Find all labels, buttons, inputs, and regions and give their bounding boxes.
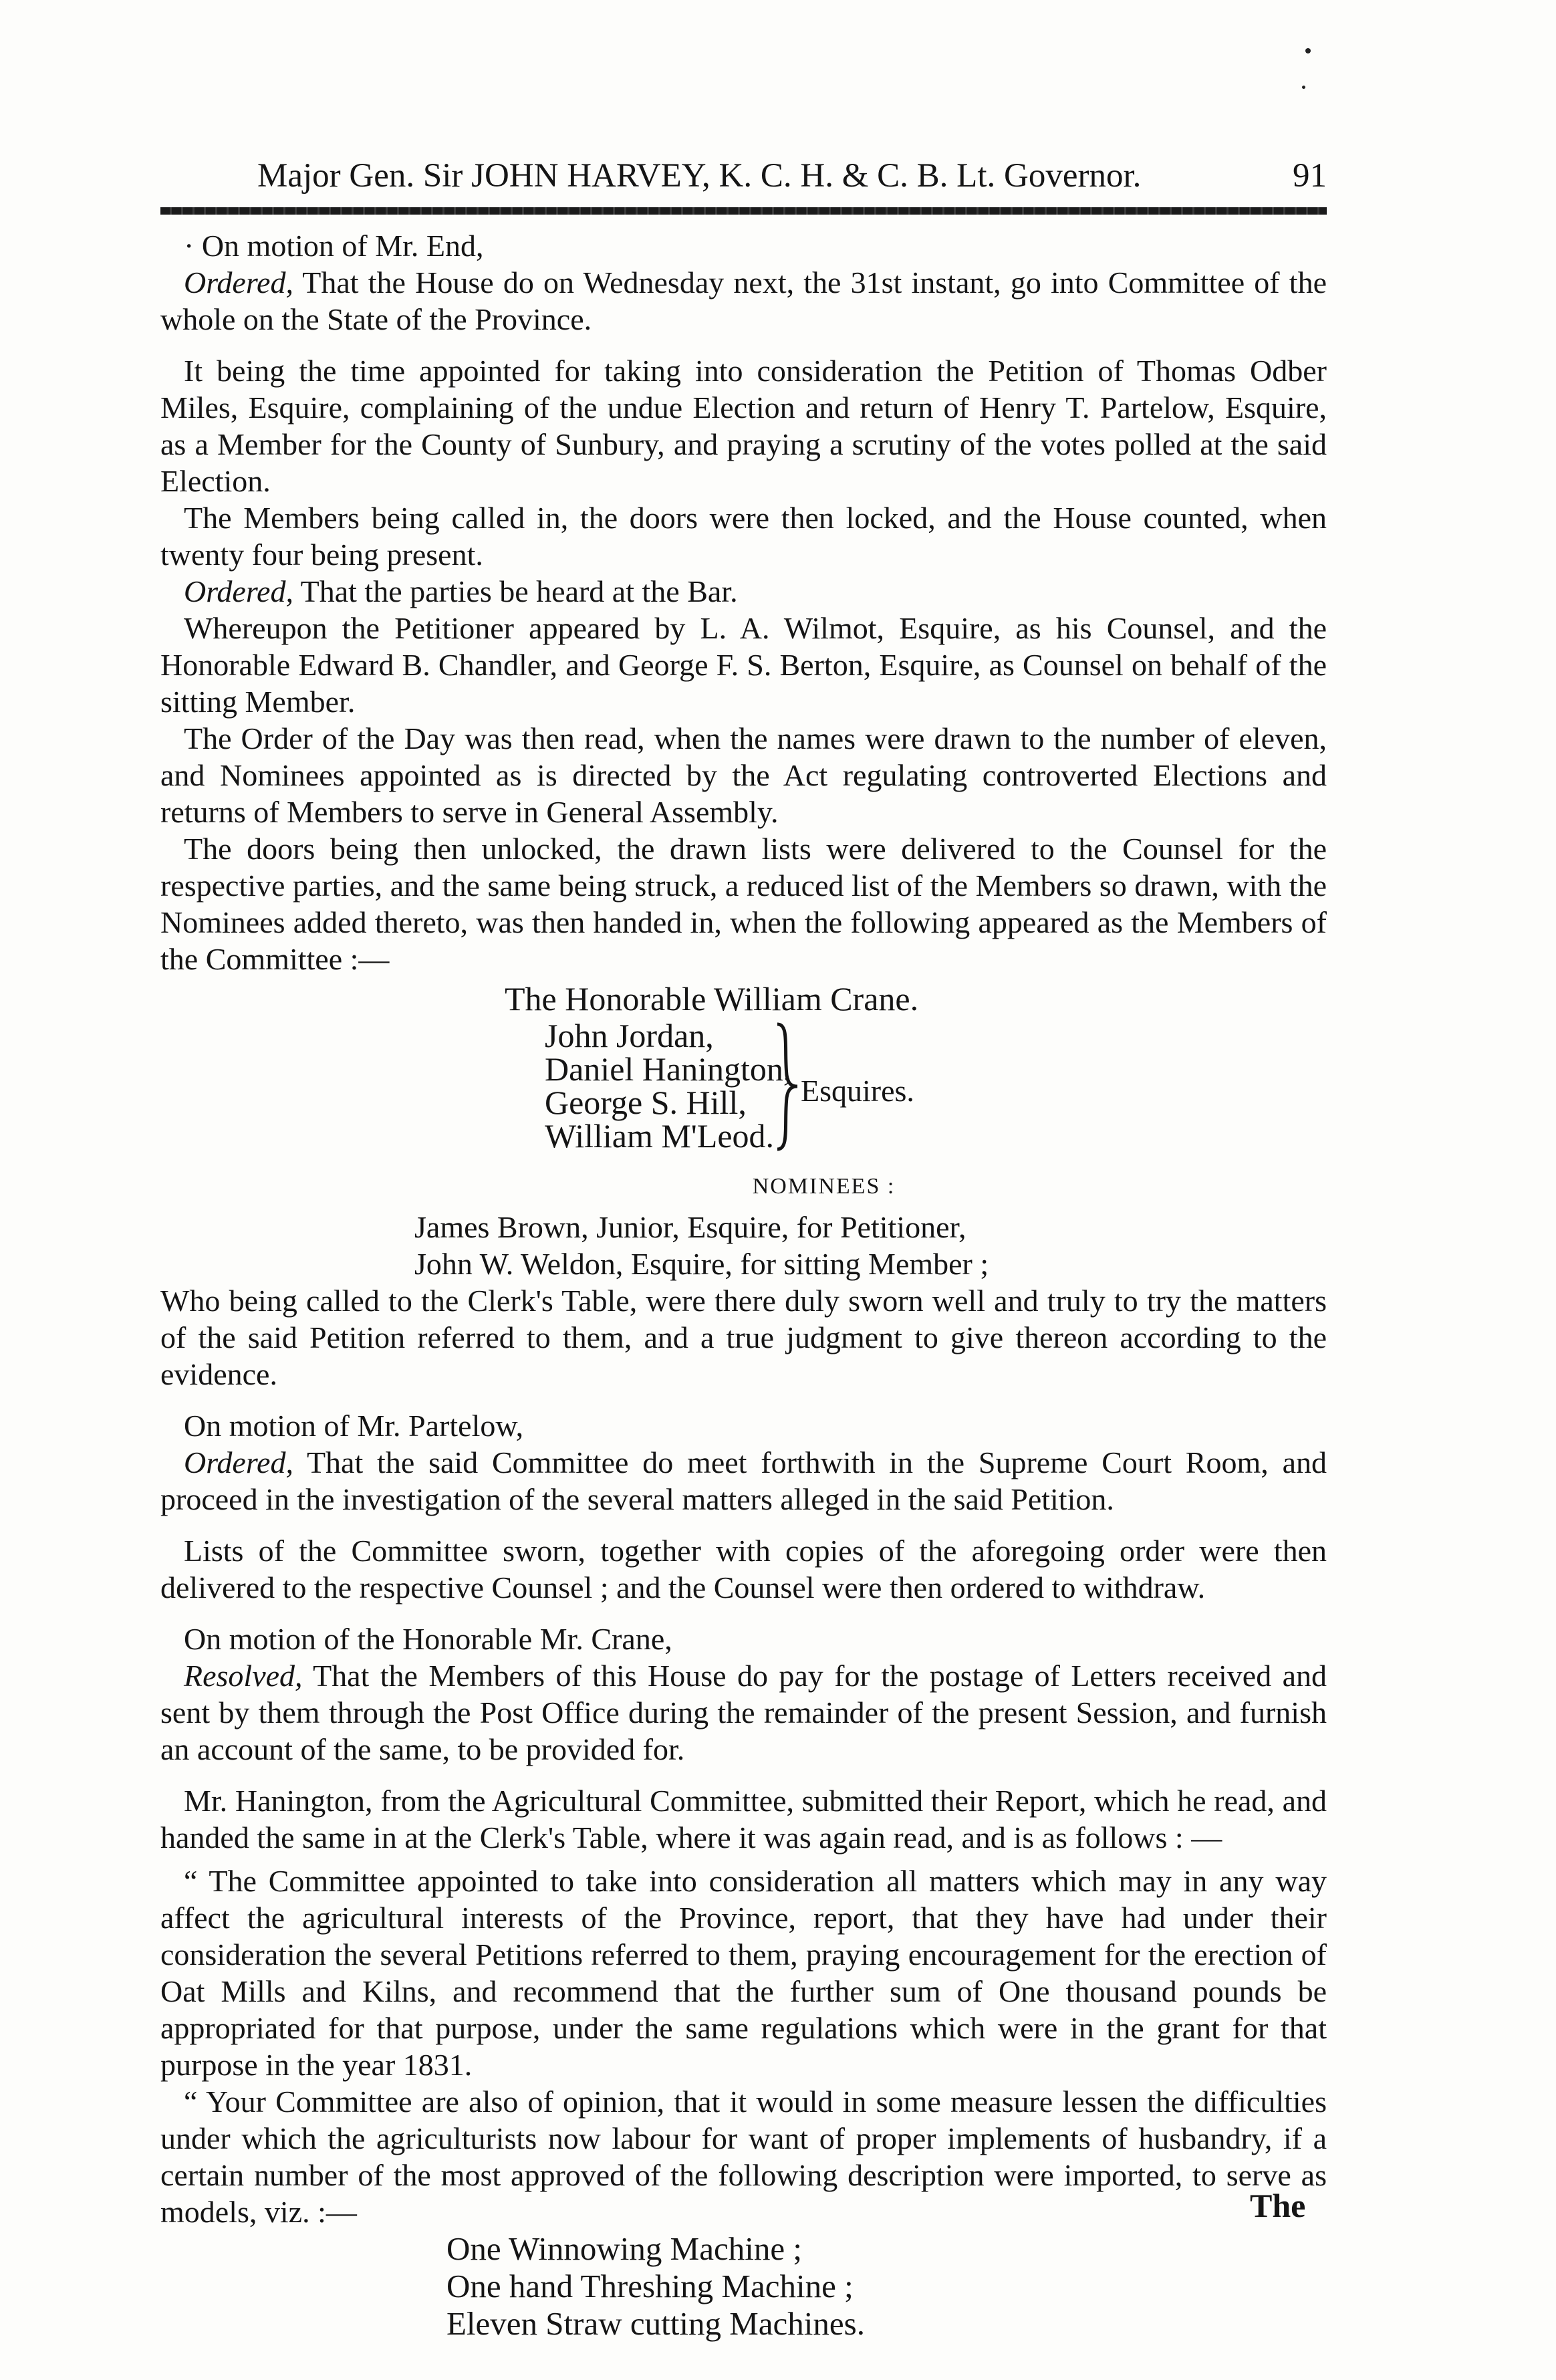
- page-number: 91: [1293, 157, 1327, 195]
- nominee-petitioner: James Brown, Junior, Esquire, for Petitioner,: [414, 1210, 966, 1244]
- resolved-label: Resolved,: [184, 1659, 303, 1693]
- ordered-bar: [160, 573, 1327, 610]
- committee-member: William M'Leod.: [545, 1117, 775, 1155]
- motion-partelow: On motion of Mr. Partelow,: [184, 1409, 524, 1443]
- hanington-paragraph: Mr. Hanington, from the Agricultural Committee, submitted their Report, which he read, and handed the same in at the Clerk's Table, where it was again read, and is as follows : —: [160, 1784, 1327, 1855]
- catchword: The: [1250, 2187, 1306, 2224]
- report-paragraph-1: “ The Committee appointed to take into consideration all matters which may in any way affect the agricultural interests of the Province, report, that they have had under their consideration the several Petitions referred to them, praying encouragement for the erection of Oat Mills and Kilns, and recommend that the further sum of One thousand pounds be appropriated for that purpose, under the same regulations which were in the grant for that purpose in the year 1831.: [160, 1864, 1327, 2082]
- nominee-sitting-member: John W. Weldon, Esquire, for sitting Member ;: [414, 1247, 989, 1281]
- sworn-paragraph: Who being called to the Clerk's Table, were there duly sworn well and truly to try the matters of the said Petition referred to them, and a true judgment to give thereon according to the evidence.: [160, 1284, 1327, 1391]
- curly-brace-icon: [773, 1022, 800, 1152]
- resolved-postage: [160, 1657, 1327, 1768]
- whereupon-paragraph: Whereupon the Petitioner appeared by L. A. Wilmot, Esquire, as his Counsel, and the Honorable Edward B. Chandler, and George F. S. Berton, Esquire, as Counsel on behalf of the sitting Member.: [160, 611, 1327, 719]
- page-body: [160, 227, 1327, 2343]
- order-of-day-paragraph: The Order of the Day was then read, when the names were drawn to the number of eleven, and Nominees appointed as is directed by the Act regulating controverted Elections and returns of Members to serve in General Assembly.: [160, 721, 1327, 829]
- ordered-label: Ordered,: [184, 574, 293, 608]
- committee-member: Daniel Hanington,: [545, 1050, 792, 1088]
- ordered-text: That the parties be heard at the Bar.: [293, 574, 738, 608]
- machine-item: Eleven Straw cutting Machines.: [446, 2305, 865, 2342]
- machine-item: One Winnowing Machine ;: [446, 2230, 802, 2267]
- esquires-label: Esquires.: [801, 1074, 914, 1108]
- committee-chair: The Honorable William Crane.: [505, 980, 919, 1018]
- committee-list: [160, 979, 1327, 1156]
- ordered-text: That the House do on Wednesday next, the 31st instant, go into Committee of the whole on the State of the Province.: [160, 265, 1327, 336]
- running-header: [257, 152, 1327, 199]
- motion-crane: On motion of the Honorable Mr. Crane,: [184, 1622, 672, 1656]
- report-paragraph-2: “ Your Committee are also of opinion, that it would in some measure lessen the difficulties under which the agriculturists now labour for want of proper implements of husbandry, if a certain number of the most approved of the following description were imported, to serve as models, viz. :—: [160, 2085, 1327, 2229]
- petition-paragraph: It being the time appointed for taking into consideration the Petition of Thomas Odber Miles, Esquire, complaining of the undue Election and return of Henry T. Partelow, Esquire, as a Member for the County of Sunbury, and praying a scrutiny of the votes polled at the said Election.: [160, 354, 1327, 498]
- ordered-meet: [160, 1444, 1327, 1518]
- committee-member: George S. Hill,: [545, 1084, 747, 1121]
- ink-speck: [1305, 48, 1311, 53]
- running-title: Major Gen. Sir JOHN HARVEY, K. C. H. & C. B. Lt. Governor.: [257, 157, 1142, 195]
- committee-members: [545, 1019, 791, 1153]
- members-called-paragraph: The Members being called in, the doors were then locked, and the House counted, when twenty four being present.: [160, 501, 1327, 572]
- ordered-label: Ordered,: [184, 1445, 293, 1479]
- header-rule: [160, 207, 1327, 215]
- ordered-committee: [160, 264, 1327, 338]
- resolved-text: That the Members of this House do pay for the postage of Letters received and sent by them through the Post Office during the remainder of the present Session, and furnish an account of the same, to be provided for.: [160, 1659, 1327, 1766]
- lists-paragraph: Lists of the Committee sworn, together with copies of the aforegoing order were then delivered to the respective Counsel ; and the Counsel were then ordered to withdraw.: [160, 1534, 1327, 1604]
- ink-speck: [1302, 86, 1305, 89]
- committee-member: John Jordan,: [545, 1017, 714, 1054]
- ordered-label: Ordered,: [184, 265, 293, 300]
- doors-unlocked-paragraph: The doors being then unlocked, the drawn lists were delivered to the Counsel for the respective parties, and the same being struck, a reduced list of the Members so drawn, with the Nominees added thereto, was then handed in, when the following appeared as the Members of the Committee :—: [160, 832, 1327, 976]
- ordered-text: That the said Committee do meet forthwith in the Supreme Court Room, and proceed in the investigation of the several matters alleged in the said Petition.: [160, 1445, 1327, 1516]
- nominees-heading: NOMINEES :: [752, 1174, 896, 1199]
- machine-item: One hand Threshing Machine ;: [446, 2268, 854, 2304]
- machine-list: [160, 2230, 1327, 2343]
- motion-end: · On motion of Mr. End,: [184, 229, 484, 263]
